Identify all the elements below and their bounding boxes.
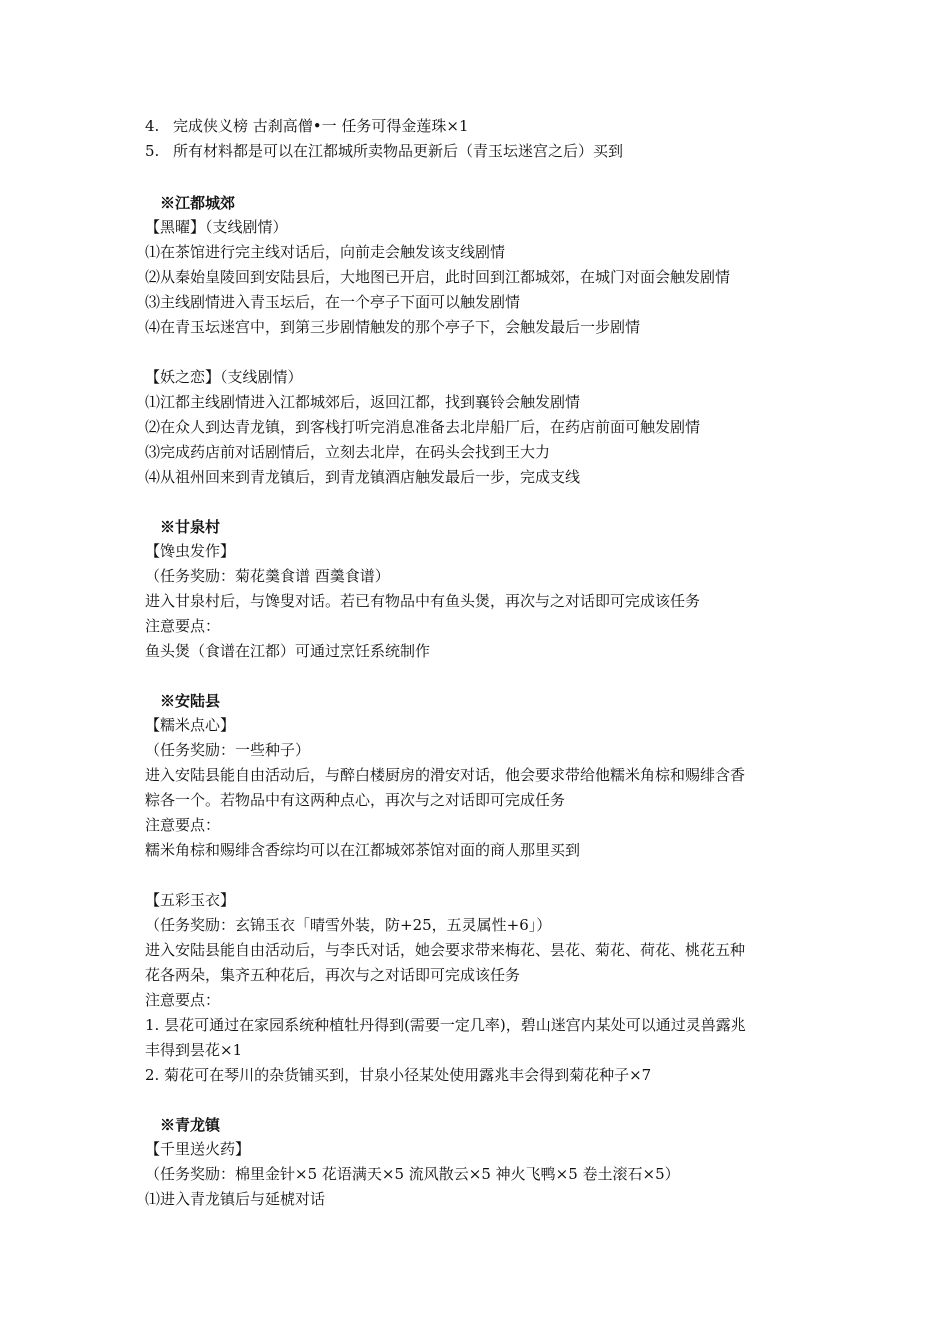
quest-step: ⑴进入青龙镇后与延椃对话 (145, 1190, 326, 1208)
quest-step: ⑶完成药店前对话剧情后，立刻去北岸，在码头会找到王大力 (145, 443, 551, 461)
list-text: 所有材料都是可以在江都城所卖物品更新后（青玉坛迷宫之后）买到 (173, 142, 624, 160)
list-item (145, 139, 825, 164)
quest-title: 【黑曜】（支线剧情） (145, 218, 288, 236)
quest-description: 进入甘泉村后，与馋叟对话。若已有物品中有鱼头煲，再次与之对话即可完成该任务 (145, 592, 701, 610)
section-heading-qinglong: ※青龙镇 (160, 1116, 221, 1134)
quest-title: 【馋虫发作】 (145, 542, 236, 560)
quest-title: 【千里送火药】 (145, 1140, 251, 1158)
quest-description: 花各两朵，集齐五种花后，再次与之对话即可完成该任务 (145, 966, 521, 984)
quest-description: 进入安陆县能自由活动后，与醉白楼厨房的滑安对话，他会要求带给他糯米角棕和赐绯含香 (145, 766, 746, 784)
quest-step: ⑶主线剧情进入青玉坛后，在一个亭子下面可以触发剧情 (145, 293, 521, 311)
note-label: 注意要点： (145, 816, 221, 834)
quest-reward: （任务奖励：一些种子） (145, 741, 311, 759)
note-text: 鱼头煲（食谱在江都）可通过烹饪系统制作 (145, 642, 431, 660)
section-heading-ganquan: ※甘泉村 (160, 518, 221, 536)
quest-title: 【糯米点心】 (145, 716, 236, 734)
note-label: 注意要点： (145, 617, 221, 635)
section-heading-anlu: ※安陆县 (160, 692, 221, 710)
note-text: 1. 昙花可通过在家园系统种植牡丹得到(需要一定几率)，碧山迷宫内某处可以通过灵兽露兆 (145, 1016, 746, 1034)
quest-description: 进入安陆县能自由活动后，与李氏对话，她会要求带来梅花、昙花、菊花、荷花、桃花五种 (145, 941, 746, 959)
section-heading-jiangdu: ※江都城郊 (160, 194, 236, 212)
quest-step: ⑴江都主线剧情进入江都城郊后，返回江都，找到襄铃会触发剧情 (145, 393, 581, 411)
quest-reward: （任务奖励：棉里金针×5 花语满天×5 流风散云×5 神火飞鸭×5 卷土滚石×5） (145, 1165, 680, 1183)
list-number: 4. (145, 117, 160, 135)
quest-step: ⑴在茶馆进行完主线对话后，向前走会触发该支线剧情 (145, 243, 506, 261)
quest-step: ⑵从秦始皇陵回到安陆县后，大地图已开启，此时回到江都城郊，在城门对面会触发剧情 (145, 268, 731, 286)
list-text: 完成侠义榜 古刹高僧•一 任务可得金莲珠×1 (173, 117, 469, 135)
note-text: 糯米角棕和赐绯含香综均可以在江都城郊茶馆对面的商人那里买到 (145, 841, 581, 859)
list-item (145, 114, 825, 139)
note-text: 丰得到昙花×1 (145, 1041, 243, 1059)
quest-reward: （任务奖励：菊花羹食谱 酉羹食谱） (145, 567, 390, 585)
quest-title: 【妖之恋】（支线剧情） (145, 368, 303, 386)
quest-step: ⑵在众人到达青龙镇，到客栈打听完消息准备去北岸船厂后，在药店前面可触发剧情 (145, 418, 701, 436)
list-number: 5. (145, 142, 160, 160)
quest-title: 【五彩玉衣】 (145, 891, 236, 909)
note-text: 2. 菊花可在琴川的杂货铺买到，甘泉小径某处使用露兆丰会得到菊花种子×7 (145, 1066, 652, 1084)
quest-step: ⑷在青玉坛迷宫中，到第三步剧情触发的那个亭子下，会触发最后一步剧情 (145, 318, 641, 336)
quest-reward: （任务奖励：玄锦玉衣「晴雪外装，防+25，五灵属性+6」） (145, 916, 552, 934)
note-label: 注意要点： (145, 991, 221, 1009)
quest-step: ⑷从祖州回来到青龙镇后，到青龙镇酒店触发最后一步，完成支线 (145, 468, 581, 486)
quest-description: 粽各一个。若物品中有这两种点心，再次与之对话即可完成任务 (145, 791, 566, 809)
